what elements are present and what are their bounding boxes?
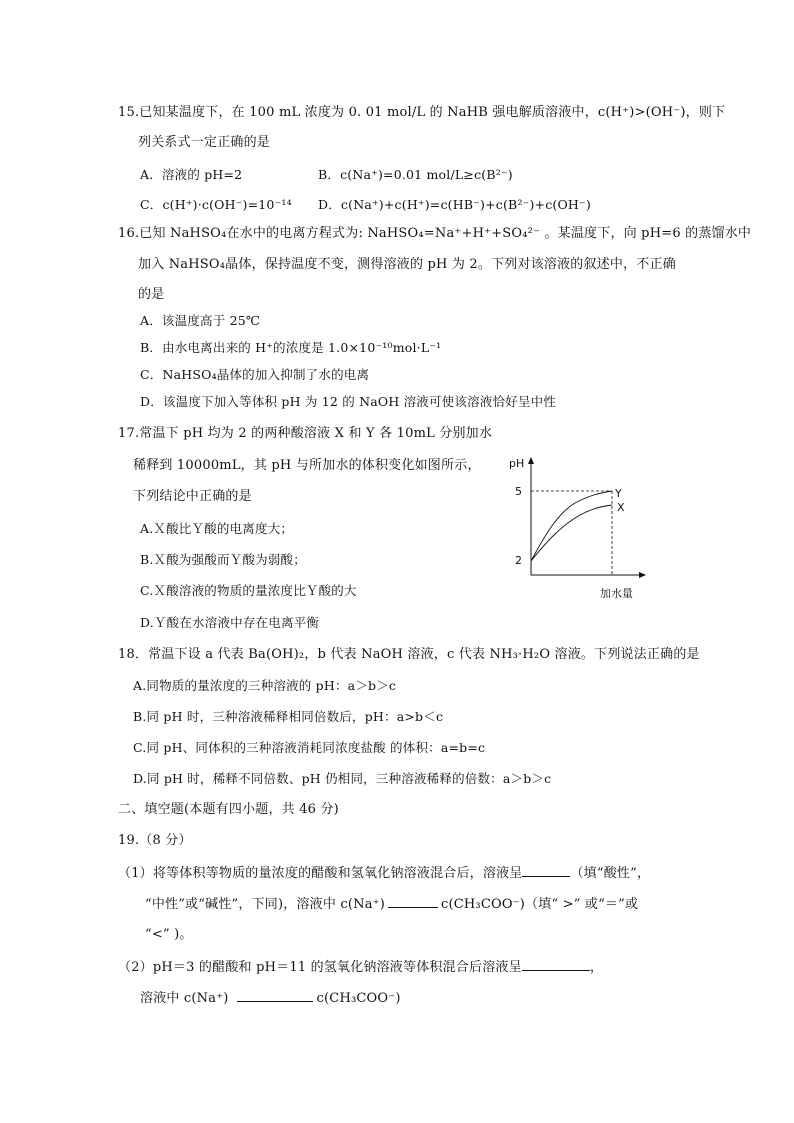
ph-dilution-graph (500, 455, 660, 605)
q18-option-d: D.同 pH 时，稀释不同倍数、pH 仍相同，三种溶液稀释的倍数：a＞b＞c (133, 771, 552, 786)
q19-part1-line2 (145, 895, 638, 914)
q19-part2-text-d: c(CH₃COO⁻) (316, 991, 401, 1006)
q17-stem-line2: 稀释到 10000mL，其 pH 与所加水的体积变化如图所示， (133, 458, 481, 473)
q19-answer-blank-3[interactable] (522, 958, 590, 971)
q16-option-d: D．该温度下加入等体积 pH 为 12 的 NaOH 溶液可使该溶液恰好呈中性 (140, 394, 557, 409)
q19-part2-line2 (140, 989, 401, 1008)
q19-answer-blank-4[interactable] (237, 989, 313, 1002)
q17-option-a: A.Ｘ酸比Ｙ酸的电离度大； (140, 521, 294, 536)
q16-stem-line3: 的是 (138, 287, 165, 302)
curve-x (531, 505, 612, 561)
section-two-heading: 二、填空题(本题有四小题，共 46 分) (118, 802, 339, 817)
q19-part1-text-b: （填“酸性”， (570, 866, 651, 881)
graph-y-arrow (528, 457, 534, 464)
q16-option-b: B．由水电离出来的 H⁺的浓度是 1.0×10⁻¹⁰mol·L⁻¹ (140, 340, 442, 355)
q18-stem: 18．常温下设 a 代表 Ba(OH)₂，b 代表 NaOH 溶液，c 代表 NH₃·H₂O 溶液。下列说法正确的是 (118, 647, 700, 662)
q15-option-a: A．溶液的 pH=2 (140, 167, 243, 182)
q19-part1-line3: “<” )。 (145, 927, 193, 942)
q17-option-b: B.Ｘ酸为强酸而Ｙ酸为弱酸； (140, 552, 306, 567)
curve-y (531, 491, 612, 561)
q16-stem-line1: 16.已知 NaHSO₄在水中的电离方程式为: NaHSO₄=Na⁺+H⁺+SO₄²⁻ 。某温度下，向 pH=6 的蒸馏水中 (118, 226, 752, 241)
q16-stem-line2: 加入 NaHSO₄晶体，保持温度不变，测得溶液的 pH 为 2。下列对该溶液的叙述中，不正确 (138, 257, 676, 272)
q19-part2-text-c: 溶液中 c(Na⁺) (140, 991, 229, 1006)
q15-option-c: C．c(H⁺)·c(OH⁻)=10⁻¹⁴ (140, 197, 292, 212)
q16-option-c: C．NaHSO₄晶体的加入抑制了水的电离 (140, 367, 370, 382)
q19-part1-text-a: （1）将等体积等物质的量浓度的醋酸和氢氧化钠溶液混合后，溶液呈 (118, 866, 523, 881)
q15-option-b: B．c(Na⁺)=0.01 mol/L≥c(B²⁻) (318, 167, 513, 182)
q15-stem-line1: 15.已知某温度下，在 100 mL 浓度为 0. 01 mol/L 的 NaHB 强电解质溶液中，c(H⁺)>(OH⁻)，则下 (118, 105, 726, 120)
q19-part1-text-c: “中性”或“碱性”，下同)，溶液中 c(Na⁺) (145, 897, 385, 912)
q18-option-c: C.同 pH、同体积的三种溶液消耗同浓度盐酸 的体积：a=b=c (133, 740, 486, 755)
q19-part2-text-b: ， (589, 960, 604, 975)
q17-option-d: D.Ｙ酸在水溶液中存在电离平衡 (140, 615, 320, 630)
q17-option-c: C.Ｘ酸溶液的物质的量浓度比Ｙ酸的大 (140, 583, 357, 598)
graph-tick-5: 5 (515, 485, 522, 498)
q16-option-a: A．该温度高于 25℃ (140, 313, 261, 328)
q17-stem-line3: 下列结论中正确的是 (133, 489, 252, 504)
q15-option-d: D．c(Na⁺)+c(H⁺)=c(HB⁻)+c(B²⁻)+c(OH⁻) (318, 197, 591, 212)
q19-answer-blank-2[interactable] (388, 895, 438, 908)
graph-y-label: pH (509, 457, 525, 470)
q19-part1-text-d: c(CH₃COO⁻)（填“ >” 或“＝”或 (441, 897, 639, 912)
q19-title: 19.（8 分） (118, 833, 192, 848)
q19-part2-text-a: （2）pH＝3 的醋酸和 pH＝11 的氢氧化钠溶液等体积混合后溶液呈 (118, 960, 522, 975)
graph-label-x: X (617, 501, 625, 514)
graph-label-y: Y (615, 487, 622, 500)
q18-option-b: B.同 pH 时，三种溶液稀释相同倍数后，pH：a>b＜c (133, 709, 444, 724)
q18-option-a: A.同物质的量浓度的三种溶液的 pH：a＞b＞c (133, 678, 397, 693)
graph-x-label: 加水量 (600, 587, 633, 600)
graph-x-arrow (639, 572, 646, 578)
q17-stem-line1: 17.常温下 pH 均为 2 的两种酸溶液 X 和 Y 各 10mL 分别加水 (118, 426, 493, 441)
q19-answer-blank-1[interactable] (522, 864, 570, 877)
q15-stem-line2: 列关系式一定正确的是 (138, 135, 271, 150)
q19-part2-line1 (118, 958, 603, 977)
graph-tick-2: 2 (515, 554, 522, 567)
q19-part1-line1 (118, 864, 650, 883)
